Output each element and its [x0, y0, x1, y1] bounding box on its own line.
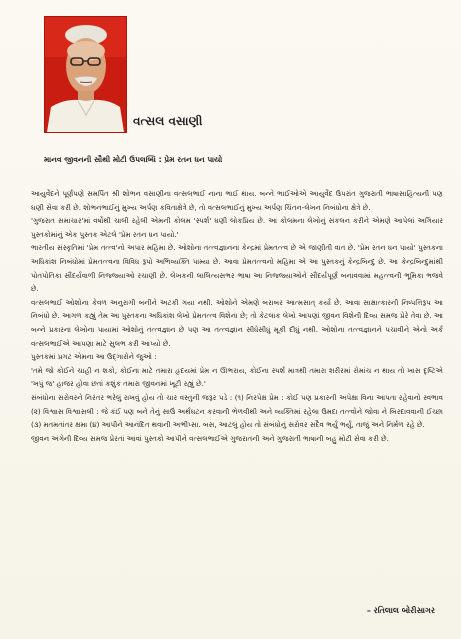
author-name: વત્સલ વસાણી	[133, 114, 203, 128]
body-paragraph: 'ગુજરાત સમાચાર'માં વર્ષોથી ચાલી રહેલી એમની કોલમ 'સ્પર્શ' ઘણી લોકપ્રિય છે. આ કોલમના લેખોનું સંકલન કરીને એમણે આપેલાં અગિયાર પુસ્તકોમાંનું એક પુસ્તક એટલે 'પ્રેમ રતન ધન પાયો.'	[31, 216, 443, 239]
reviewer-signature: – રતિલાલ બોરીસાગર	[366, 606, 435, 615]
quote-paragraph: 'તમે જો કોઈને ચાહી ન શકો, કોઈના માટે તમારા હૃદયમાં પ્રેમ ન ઊભરાય, કોઈના સ્પર્શ માત્રથી તમારા શરીરમાં રોમાંચ ન થાય તો ખાસ દૃષ્ટિએ 'ખપું જ' હાજર હોવા છતાં કશુંક તમારા જીવનમાં ખૂટી રહ્યું છે.'	[31, 365, 443, 389]
author-photo	[44, 16, 127, 133]
body-paragraph: જીવન અંગેની દિવ્ય સમજ પ્રેરતાં આવાં પુસ્તકો આપીને વત્સલભાઈએ ગુજરાતની અને ગુજરાતી ભાષાની બહુ મોટી સેવા કરી છે.	[31, 433, 389, 443]
article-body	[31, 187, 443, 445]
body-paragraph: ભારતીય સંસ્કૃતિમાં 'પ્રેમ તત્ત્વ'નો અપાર મહિમા છે. ઓશોના તત્ત્વજ્ઞાનના કેન્દ્રમાં પ્રેમતત્ત્વ છે એ જાણીતી વાત છે. 'પ્રેમ રતન ધન પાયો' પુસ્તકના અધિકાંશ નિબંધોમાં પ્રેમતત્ત્વના વિવિધ રૂપો અભિવ્યક્તિ પામ્યા છે. આવા પ્રેમતત્ત્વનો મહિમા એ આ પુસ્તકનું કેન્દ્રબિન્દુ છે. આ કેન્દ્રબિન્દુમાંથી પોતપોતિકા સૌંદર્યવાળી નિજ્જ્યાઓ રચાણી છે. લેખકની લાલિત્યસભર ભાષા આ નિજ્જ્યાઓને સૌંદર્યપૂર્ણ બનાવવામાં મહત્ત્વની ભૂમિકા ભજવે છે.	[31, 243, 443, 294]
body-paragraph: આયુર્વેદને પૂર્ણપણે સમર્પિત શ્રી શોભન વસાણીના વત્સલભાઈ નાના ભાઈ થાય. બન્ને ભાઈઓએ આયુર્વેદ ઉપરાંત ગુજરાતી ભાષાસાહિત્યની પણ ઘણી સેવા કરી છે. શોભનભાઈનું મુખ્ય અર્પણ કવિતાક્ષેત્રે છે, તો વત્સલભાઈનું મુખ્ય અર્પણ ચિંતન-લેખન નિબંધોના ક્ષેત્રે છે.	[31, 189, 443, 212]
body-paragraph: પુસ્તકમાં પ્રગટ એમના આ ઉદ્ગારોને જુઓ :	[31, 352, 157, 362]
article-heading: માનવ જીવનની સૌથી મોટી ઉપલબ્ધિ : પ્રેમ રતન ધન પાયો	[44, 155, 223, 164]
body-paragraph: સંબંધોના સરોવરને નિરંતર ભરેલું રાખવું હોય તો ચાર વસ્તુની જરૂર પડે : (૧) નિરપેક્ષ પ્રેમ : કોઈ પણ પ્રકારની અપેક્ષા વિના આપતા રહેવાનો સ્વભાવ (૨) વિશ્વાસ વિશ્વાસલી : જે કંઈ પણ બને તેનું સાઉં અર્થઘટન કરવાની ભેળવીથી અને વ્યક્તિમાં રહેલા ઉમદા તત્ત્વોને જોવા ને બિરદાવવાની ઈચ્છા (૩) મતમતાંતર ક્ષમા (૪) આપીને આનંદિત થવાની અભીપ્સા. બસ, આટલું હોય તો સંબંધોનું સરોવર સદૈવ ભર્યું ભર્યું, તાજું અને નિર્મળ રહે છે.	[31, 392, 443, 430]
author-portrait-image	[45, 17, 126, 132]
body-paragraph: વત્સલભાઈ ઓશોના કેવળ અનુરાગી બનીને અટકી ગયા નથી. ઓશોને એમણે બરાબર આત્મસાત્ કર્યા છે. આવા સાક્ષાત્કારની નિષ્પત્તિરૂપ આ નિબંધો છે. આગળ કહ્યું તેમ આ પુસ્તકના અધિકાંશ લેખો પ્રેમતત્ત્વ વિશેના છે; તો કેટલાક લેખો આપણાં જીવન વિશેની દિવ્ય સમજ પ્રેરે તેવા છે. આ બન્ને પ્રકારના લેખોના પાયામાં ઓશોનું તત્ત્વજ્ઞાન છે પણ આ તત્ત્વજ્ઞાન સીધેસીધું મૂકી દીધું નથી. ઓશોના તત્ત્વજ્ઞાનને પચાવીને એનો અર્ક વત્સલભાઈએ આપણા માટે સુલભ કરી આપ્યો છે.	[31, 297, 443, 348]
